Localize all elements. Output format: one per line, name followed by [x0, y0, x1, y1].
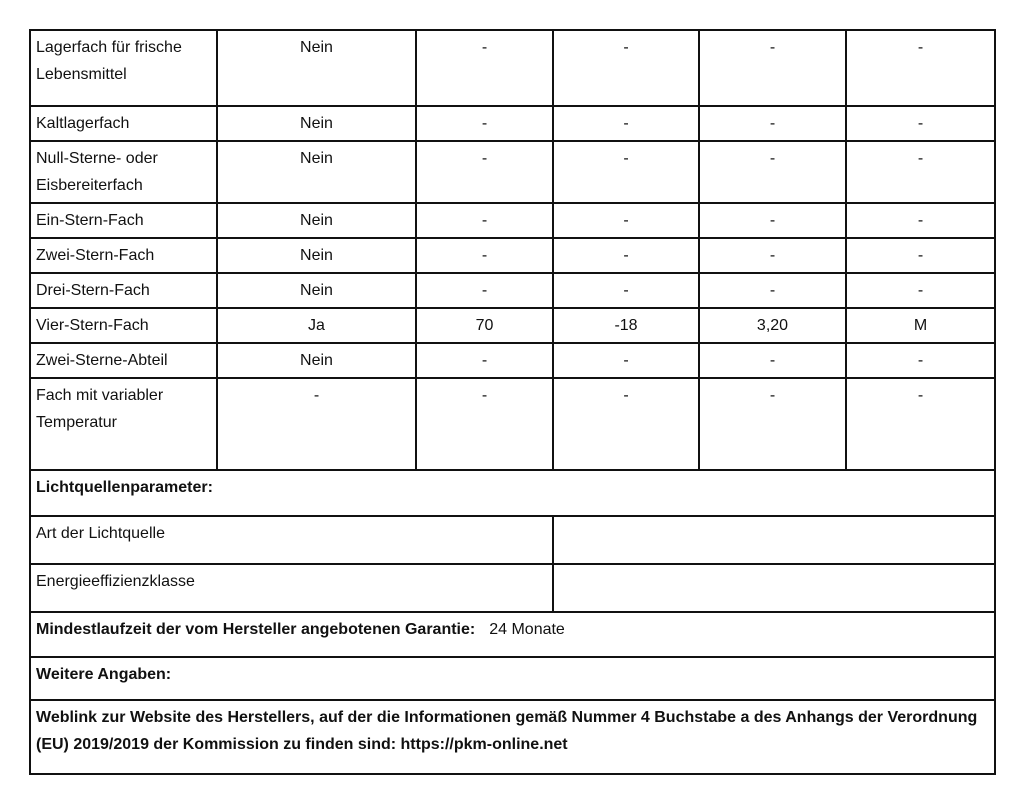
compartment-name: Zwei-Stern-Fach [30, 238, 217, 273]
weblink-text[interactable]: Weblink zur Website des Herstellers, auf der die Informationen gemäß Nummer 4 Buchstabe a des Anhangs der Verordnung (EU) 2019/2019 der Kommission zu finden sind: https://pkm-online.net [30, 700, 995, 774]
warranty-value: 24 Monate [489, 621, 565, 638]
table-row [30, 378, 995, 470]
compartment-freezing-capacity: - [699, 238, 846, 273]
table-row [30, 564, 995, 612]
compartment-volume: - [416, 203, 553, 238]
compartment-temperature: - [553, 273, 699, 308]
compartment-defrost: - [846, 238, 995, 273]
compartment-name: Zwei-Sterne-Abteil [30, 343, 217, 378]
compartment-name: Vier-Stern-Fach [30, 308, 217, 343]
compartment-volume: - [416, 30, 553, 106]
compartment-volume: 70 [416, 308, 553, 343]
compartment-name: Ein-Stern-Fach [30, 203, 217, 238]
compartment-defrost: - [846, 343, 995, 378]
warranty-label: Mindestlaufzeit der vom Hersteller angebotenen Garantie: [36, 621, 476, 638]
compartment-freezing-capacity: 3,20 [699, 308, 846, 343]
compartment-freezing-capacity: - [699, 343, 846, 378]
compartment-freezing-capacity: - [699, 203, 846, 238]
compartment-defrost: - [846, 273, 995, 308]
energy-efficiency-value [553, 564, 995, 612]
light-source-heading: Lichtquellenparameter: [30, 470, 995, 516]
compartment-defrost: - [846, 106, 995, 141]
compartment-present: Ja [217, 308, 416, 343]
compartment-name: Fach mit variabler Temperatur [30, 378, 217, 470]
compartment-freezing-capacity: - [699, 30, 846, 106]
compartment-temperature: - [553, 141, 699, 203]
table-row [30, 203, 995, 238]
compartment-defrost: - [846, 378, 995, 470]
table-row [30, 516, 995, 564]
table-row [30, 273, 995, 308]
compartment-volume: - [416, 238, 553, 273]
compartment-present: Nein [217, 141, 416, 203]
compartment-volume: - [416, 141, 553, 203]
compartment-freezing-capacity: - [699, 106, 846, 141]
energy-efficiency-label: Energieeffizienzklasse [30, 564, 553, 612]
table-row [30, 106, 995, 141]
table-row [30, 657, 995, 700]
light-source-type-value [553, 516, 995, 564]
compartment-name: Drei-Stern-Fach [30, 273, 217, 308]
compartment-temperature: - [553, 203, 699, 238]
compartment-name: Kaltlagerfach [30, 106, 217, 141]
compartment-freezing-capacity: - [699, 378, 846, 470]
compartment-temperature: - [553, 106, 699, 141]
compartment-temperature: - [553, 378, 699, 470]
table-row [30, 308, 995, 343]
compartment-defrost: - [846, 30, 995, 106]
compartment-present: Nein [217, 106, 416, 141]
compartment-temperature: - [553, 30, 699, 106]
compartment-volume: - [416, 106, 553, 141]
compartment-present: Nein [217, 203, 416, 238]
compartment-present: Nein [217, 273, 416, 308]
compartment-defrost: M [846, 308, 995, 343]
compartment-volume: - [416, 273, 553, 308]
warranty-cell [30, 612, 995, 657]
compartment-defrost: - [846, 141, 995, 203]
table-row [30, 470, 995, 516]
table-row [30, 141, 995, 203]
further-info-heading: Weitere Angaben: [30, 657, 995, 700]
compartment-volume: - [416, 343, 553, 378]
compartment-temperature: - [553, 238, 699, 273]
table-row [30, 30, 995, 106]
compartment-temperature: -18 [553, 308, 699, 343]
compartment-freezing-capacity: - [699, 141, 846, 203]
compartment-freezing-capacity: - [699, 273, 846, 308]
table-row [30, 343, 995, 378]
table-row [30, 700, 995, 774]
light-source-type-label: Art der Lichtquelle [30, 516, 553, 564]
compartment-volume: - [416, 378, 553, 470]
compartment-present: Nein [217, 343, 416, 378]
table-row [30, 238, 995, 273]
product-info-table [29, 29, 996, 775]
compartment-present: - [217, 378, 416, 470]
table-row [30, 612, 995, 657]
compartment-temperature: - [553, 343, 699, 378]
compartment-present: Nein [217, 238, 416, 273]
compartment-defrost: - [846, 203, 995, 238]
compartment-name: Lagerfach für frische Lebensmittel [30, 30, 217, 106]
compartment-name: Null-Sterne- oder Eisbereiterfach [30, 141, 217, 203]
compartment-present: Nein [217, 30, 416, 106]
